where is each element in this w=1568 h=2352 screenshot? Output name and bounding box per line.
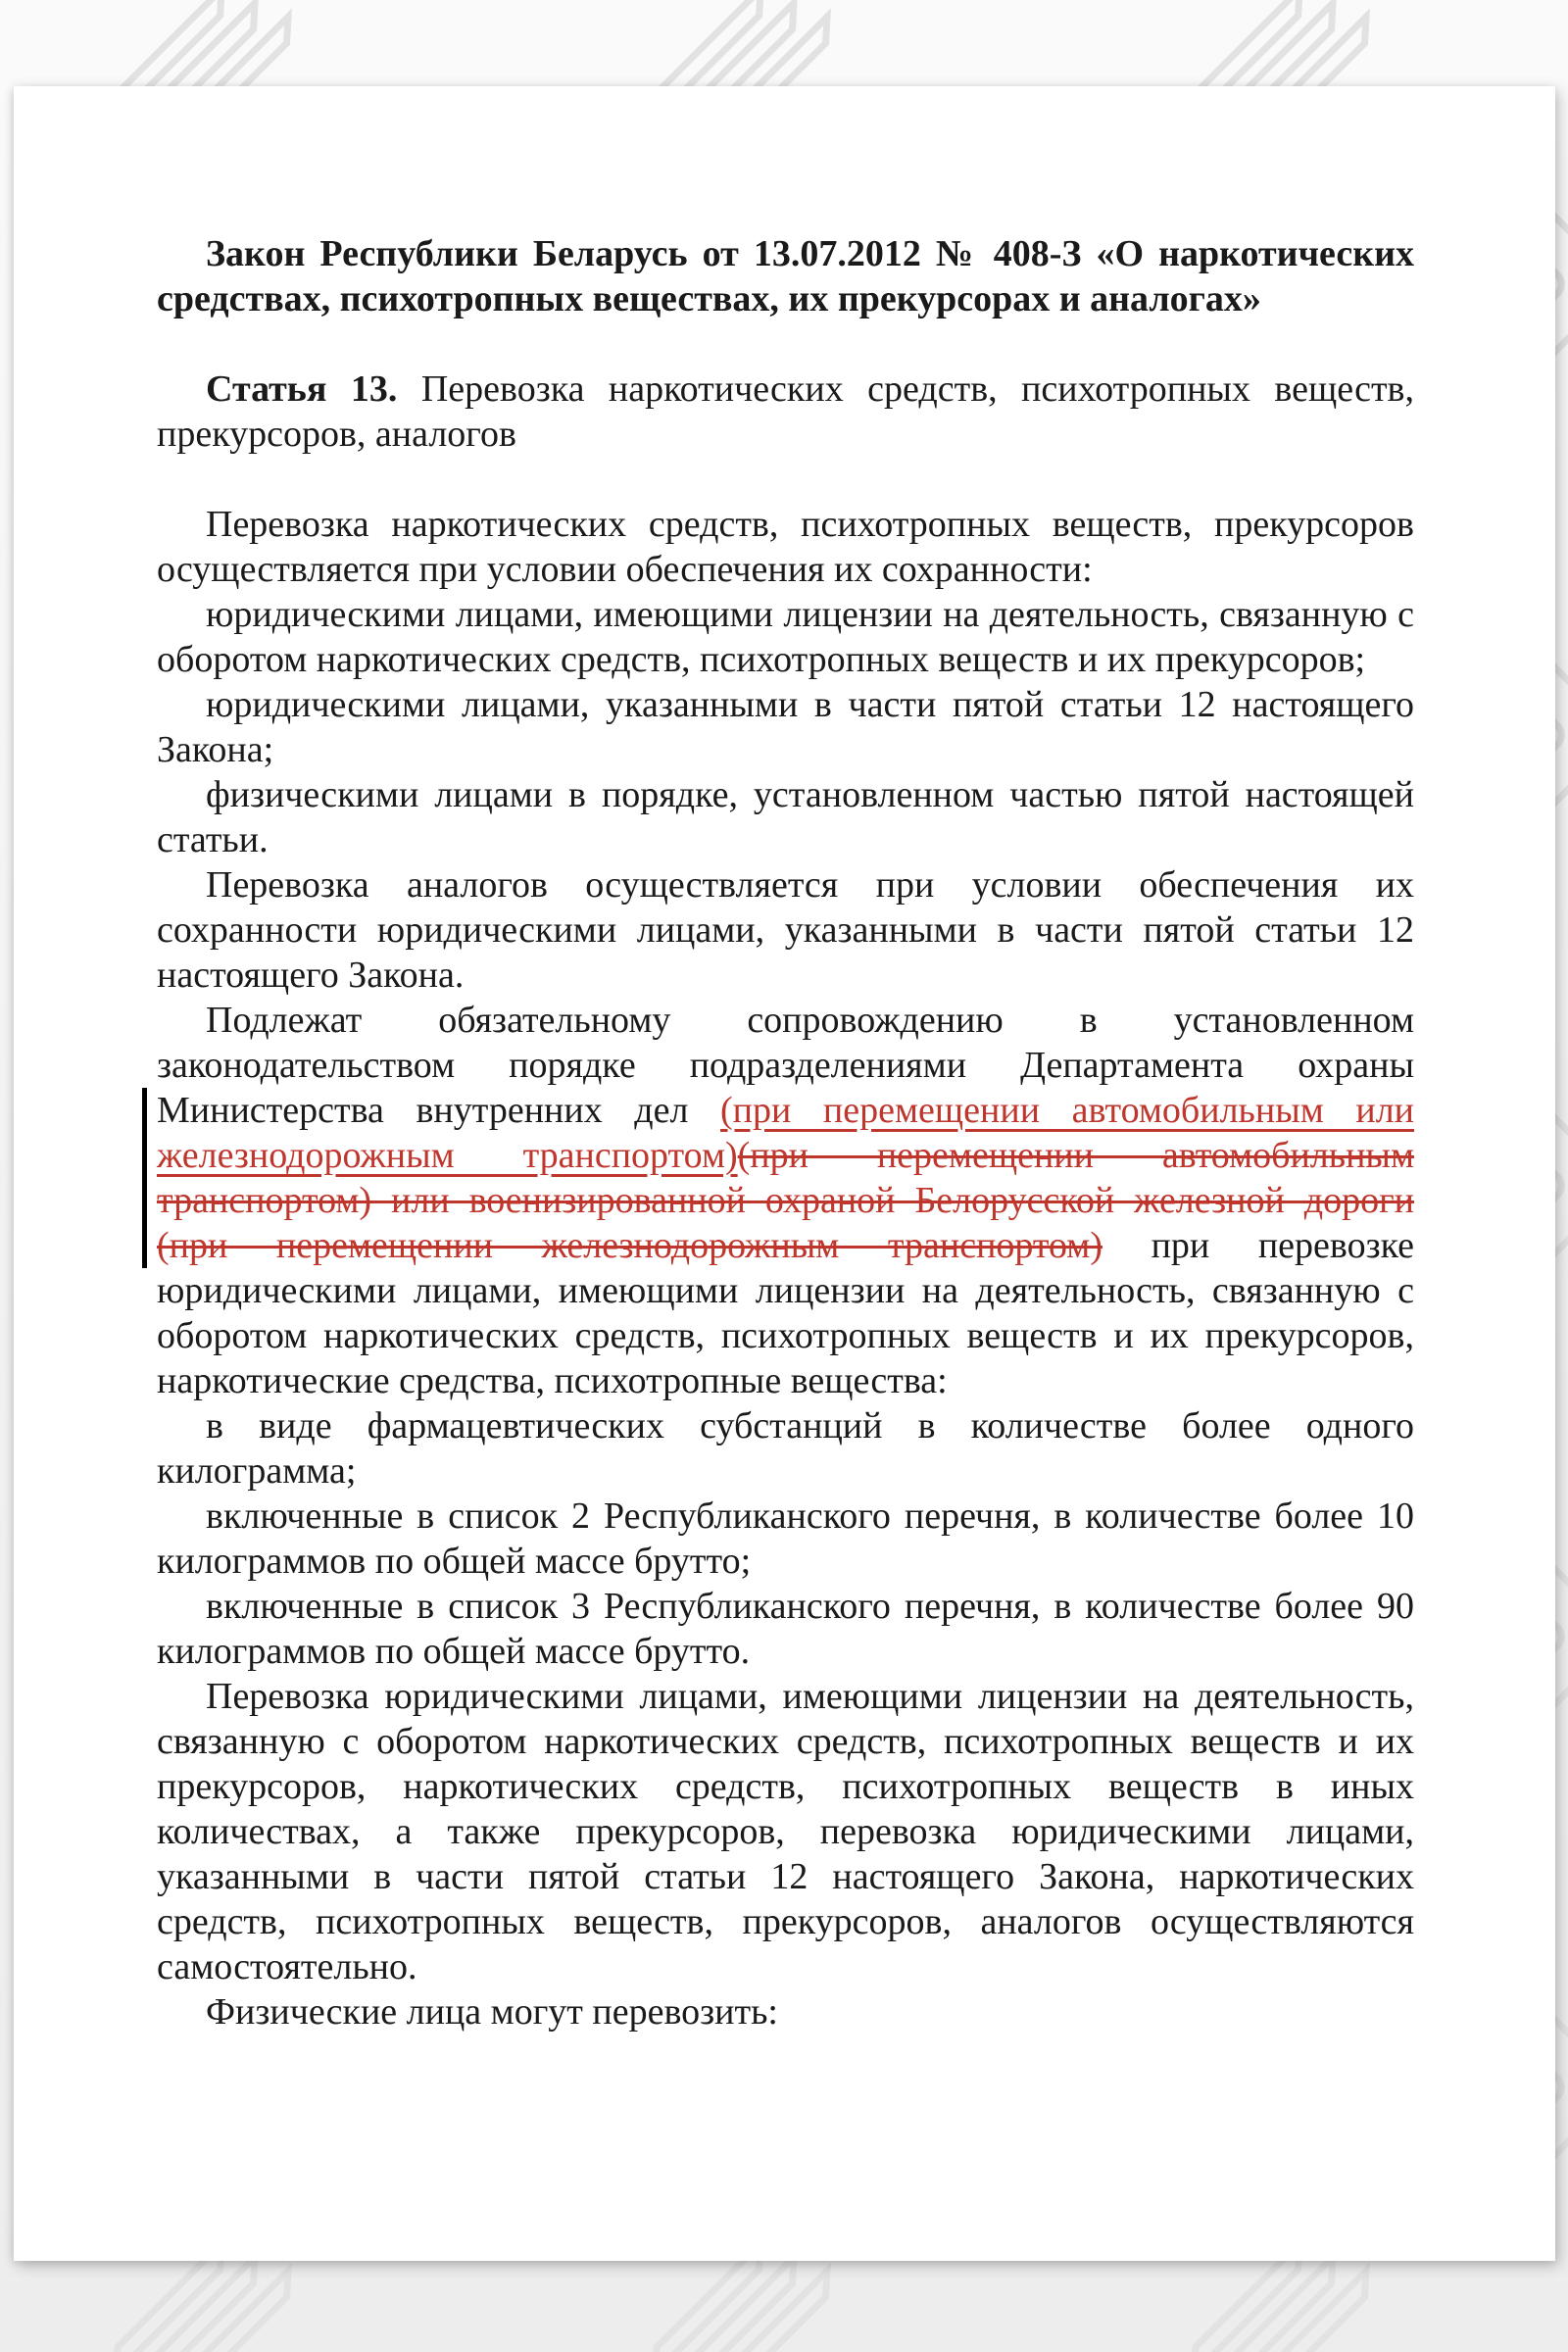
para-transport-conditions-normal-text: Перевозка наркотических средств, психотропных веществ, прекурсоров осуществляется при условии обеспечения их сохранности: bbox=[157, 504, 1414, 590]
para-mandatory-escort-deleted-text: (при перемещении автомобильным транспортом) или военизированной охраной Белорусской железной дороги (при перемещении железнодорожным транспортом) bbox=[157, 1135, 1414, 1266]
para-individuals-may-transport-normal-text: Физические лица могут перевозить: bbox=[206, 1991, 778, 2033]
change-bar bbox=[142, 1088, 147, 1268]
para-individuals-order bbox=[157, 772, 1414, 862]
article-heading-bold-text: Статья 13. bbox=[206, 368, 421, 410]
para-analogs-transport-normal-text: Перевозка аналогов осуществляется при условии обеспечения их сохранности юридическими лицами, указанными в части пятой статьи 12 настоящего Закона. bbox=[157, 864, 1414, 996]
law-title-bold-text: Закон Республики Беларусь от 13.07.2012 № 408-З «О наркотических средствах, психотропных веществах, их прекурсорах и аналогах» bbox=[157, 233, 1414, 319]
para-pharma-substances bbox=[157, 1403, 1414, 1494]
para-legal-entities-article12-normal-text: юридическими лицами, указанными в части пятой статьи 12 настоящего Закона; bbox=[157, 684, 1414, 770]
para-mandatory-escort-normal-text: Подлежат обязательному сопровождению в установленном законодательством порядке подразделениями Департамента охраны Министерства внутренних дел bbox=[157, 1000, 1414, 1131]
para-independent-transport-normal-text: Перевозка юридическими лицами, имеющими лицензии на деятельность, связанную с оборотом наркотических средств, психотропных веществ и их прекурсоров, наркотических средств, психотропных веществ в иных количествах, а также прекурсоров, перевозка юридическими лицами, указанными в части пятой статьи 12 настоящего Закона, наркотических средств, психотропных веществ, прекурсоров, аналогов осуществляются самостоятельно. bbox=[157, 1676, 1414, 1987]
para-mandatory-escort-inserted-text: (при перемещении автомобильным или железнодорожным транспортом) bbox=[157, 1090, 1414, 1176]
para-list3-normal-text: включенные в список 3 Республиканского перечня, в количестве более 90 килограммов по общей массе брутто. bbox=[157, 1586, 1414, 1672]
para-licensed-legal-entities-normal-text: юридическими лицами, имеющими лицензии на деятельность, связанную с оборотом наркотических средств, психотропных веществ и их прекурсоров; bbox=[157, 594, 1414, 680]
para-pharma-substances-normal-text: в виде фармацевтических субстанций в количестве более одного килограмма; bbox=[157, 1405, 1414, 1492]
para-list2-normal-text: включенные в список 2 Республиканского перечня, в количестве более 10 килограммов по общей массе брутто; bbox=[157, 1495, 1414, 1582]
para-independent-transport bbox=[157, 1674, 1414, 1989]
para-individuals-may-transport bbox=[157, 1989, 1414, 2034]
para-analogs-transport bbox=[157, 862, 1414, 998]
law-title bbox=[157, 231, 1414, 321]
para-licensed-legal-entities bbox=[157, 592, 1414, 682]
para-transport-conditions bbox=[157, 502, 1414, 592]
para-list2 bbox=[157, 1494, 1414, 1584]
document-page bbox=[14, 86, 1555, 2261]
para-individuals-order-normal-text: физическими лицами в порядке, установленном частью пятой настоящей статьи. bbox=[157, 774, 1414, 860]
document-body bbox=[157, 231, 1414, 2034]
para-mandatory-escort-normal-text: при перевозке юридическими лицами, имеющими лицензии на деятельность, связанную с оборотом наркотических средств, психотропных веществ и их прекурсоров, наркотические средства, психотропные вещества: bbox=[157, 1225, 1414, 1401]
article-heading bbox=[157, 367, 1414, 457]
para-mandatory-escort bbox=[157, 998, 1414, 1403]
article-heading-normal-text: Перевозка наркотических средств, психотропных веществ, прекурсоров, аналогов bbox=[157, 368, 1414, 455]
para-legal-entities-article12 bbox=[157, 682, 1414, 772]
para-list3 bbox=[157, 1584, 1414, 1674]
